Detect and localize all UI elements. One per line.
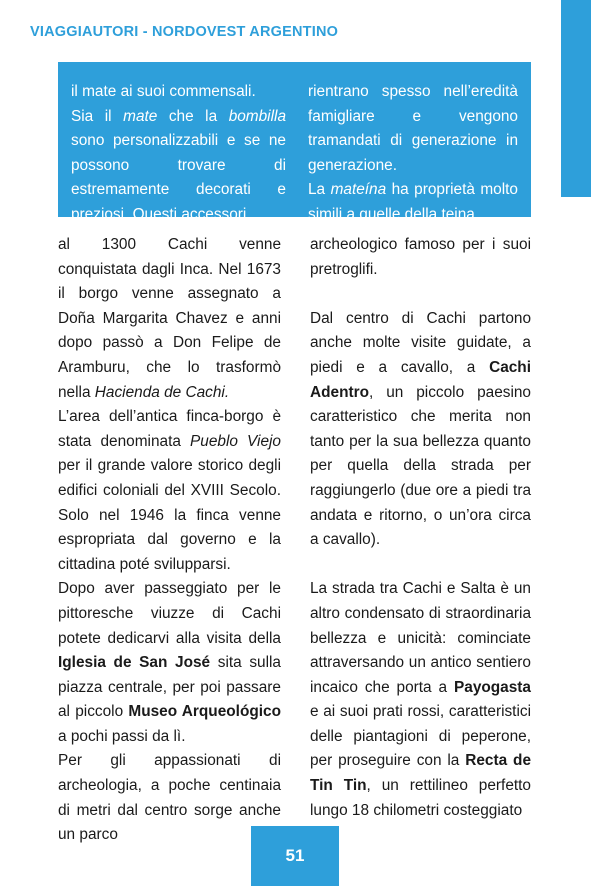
paragraph: al 1300 Cachi venne conquistata dagli Inca. Nel 1673 il borgo venne assegnato a Doña Margarita Chavez e anni dopo passò a Don Felipe de Aramburu, che lo trasformò nella Hacienda de Cachi. <box>58 236 281 401</box>
paragraph: Dopo aver passeggiato per le pittoresche viuzze di Cachi potete dedicarvi alla visita della Iglesia de San José sita sulla piazza centrale, per poi passare al piccolo Museo Arqueológico a pochi passi da lì. <box>58 580 281 745</box>
paragraph: il mate ai suoi commensali. <box>71 83 256 100</box>
paragraph: La mateína ha proprietà molto simili a quelle della teina. <box>308 181 518 223</box>
boxed-note-right-column <box>308 80 518 228</box>
paragraph-gap <box>310 282 531 307</box>
page-number-box <box>251 826 339 886</box>
paragraph: archeologico famoso per i suoi pretroglifi. <box>310 236 531 278</box>
paragraph: Dal centro di Cachi partono anche molte visite guidate, a piedi e a cavallo, a Cachi Adentro, un piccolo paesino caratteristico che merita non tanto per la sua bellezza quanto per quella della strada per raggiungerlo (due ore a piedi tra andata e ritorno, o un’ora circa a cavallo). <box>310 309 531 549</box>
running-header: VIAGGIAUTORI - NORDOVEST ARGENTINO <box>30 24 339 40</box>
paragraph: L’area dell’antica finca-borgo è stata denominata Pueblo Viejo per il grande valore storico degli edifici coloniali del XVIII Secolo. Solo nel 1946 la finca venne espropriata dal governo e la cittadina poté svilupparsi. <box>58 408 281 573</box>
boxed-note <box>58 62 531 223</box>
chapter-side-tab <box>561 0 591 197</box>
boxed-note-left-column <box>71 80 286 228</box>
page-number: 51 <box>285 846 305 865</box>
paragraph: Sia il mate che la bombilla sono personalizzabili e se ne possono trovare di estremamente decorati e preziosi. Questi accessori <box>71 107 287 223</box>
paragraph: rientrano spesso nell’eredità famigliare e vengono tramandati di generazione in generazione. <box>308 83 518 174</box>
body-right-column <box>310 233 531 823</box>
paragraph: La strada tra Cachi e Salta è un altro condensato di straordinaria bellezza e unicità: cominciate attraversando un antico sentiero incaico che porta a Payogasta e ai suoi prati rossi, caratteristici delle piantagioni di peperone, per proseguire con la Recta de Tin Tin, un rettilineo perfetto lungo 18 chilometri costeggiato <box>310 580 531 819</box>
body-left-column <box>58 233 281 848</box>
paragraph-gap <box>310 553 531 578</box>
paragraph: Per gli appassionati di archeologia, a poche centinaia di metri dal centro sorge anche un parco <box>58 752 281 844</box>
